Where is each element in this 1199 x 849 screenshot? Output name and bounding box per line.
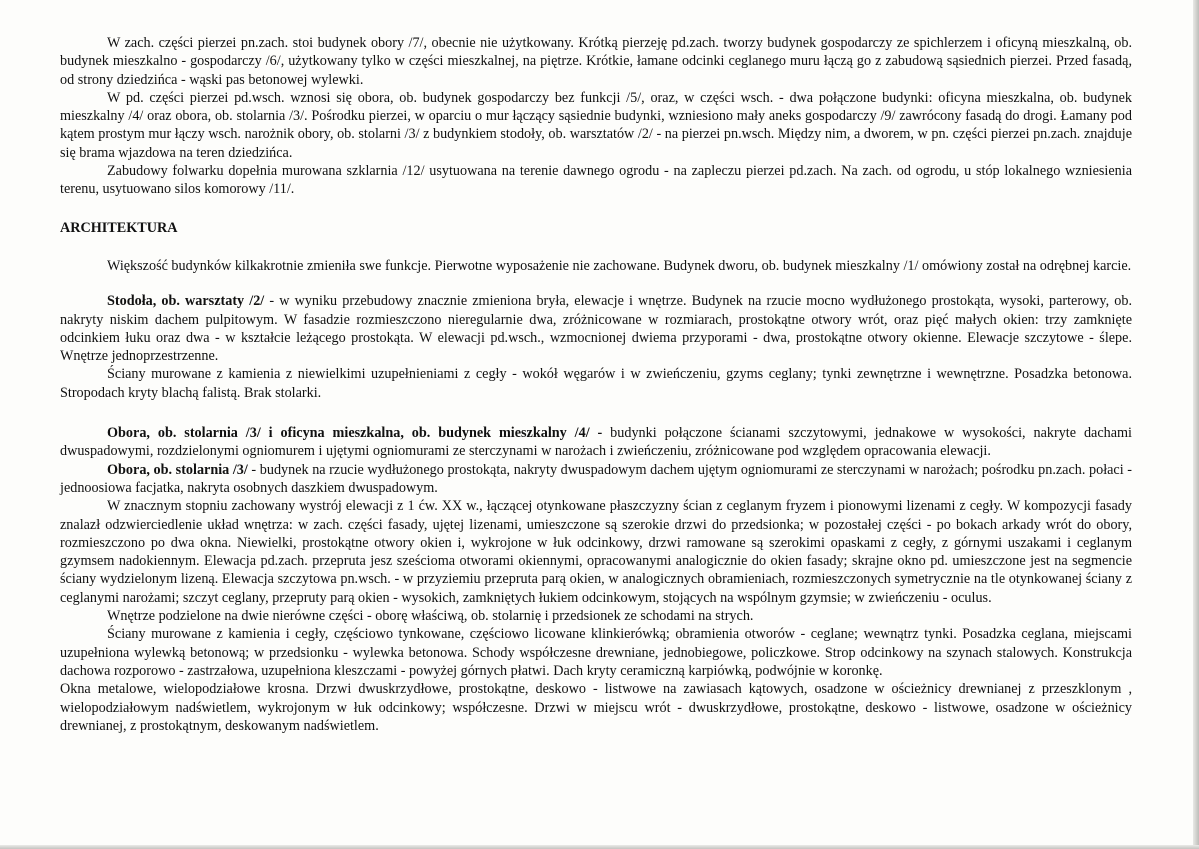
- cowshed-annex-description: budynki połączone ścianami szczytowymi, jednakowe w wysokości, nakryte dachami dwuspadowymi, rozdzielonymi ogniomurem i ujętymi ogniomurami ze sterczynami w narożach i zwieńczeniu, zróżnicowane pod względem opracowania elewacji.: [60, 425, 1132, 460]
- paragraph-greenhouse-silo: Zabudowy folwarku dopełnia murowana szklarnia /12/ usytuowana na terenie dawnego ogrodu - na zapleczu pierzei pd.zach. Na zach. od ogrodu, u stóp lokalnego wzniesienia terenu, usytuowano silos komorowy /11/.: [60, 163, 1132, 198]
- paragraph-cowshed-interior: Wnętrze podzielone na dwie nierówne części - oborę właściwą, ob. stolarnię i przedsionek ze schodami na strych.: [107, 608, 754, 625]
- paragraph-cowshed-walls: Ściany murowane z kamienia i cegły, częściowo tynkowane, częściowo licowane klinkierówką; obramienia otworów - ceglane; wewnątrz tynki. Posadzka ceglana, miejscami uzupełniona wylewką betonową; w przedsionku - wylewka betonowa. Schody współczesne drewniane, jednobiegowe, policzkowe. Strop odcinkowy na szynach stalowych. Konstrukcja dachowa rozporowo - zastrzałowa, uzupełniona kleszczami - powyżej górnych płatwi. Dach kryty ceramiczną karpiówką, podwójnie w koronkę.: [60, 626, 1132, 679]
- paragraph-architecture-intro: Większość budynków kilkakrotnie zmieniła swe funkcje. Pierwotne wyposażenie nie zachowane. Budynek dworu, ob. budynek mieszkalny /1/ omówiony został na odrębnej karcie.: [107, 257, 1132, 274]
- cowshed-annex-title: Obora, ob. stolarnia /3/ i oficyna mieszkalna, ob. budynek mieszkalny /4/ -: [107, 425, 603, 442]
- paragraph-cowshed-facade: W znacznym stopniu zachowany wystrój elewacji z 1 ćw. XX w., łączącej otynkowane płaszczyzny ścian z ceglanym fryzem i pionowymi lizenami z cegły. W kompozycji fasady znalazł odzwierciedlenie układ wnętrza: w zach. części fasady, ujętej lizenami, umieszczone są szerokie drzwi do przedsionka; w pozostałej części - po bokach arkady wrót do obory, rozmieszczono po dwa okna. Niewielki, prostokątne otwory okien i, wykrojone w łuk odcinkowy, drzwi ramowane są szerokimi opaskami z cegły, z górnymi uszakami i ceglanym gzymsem nadokiennym. Elewacja pd.zach. przepruta jesz sześcioma otworami okiennymi, opracowanymi analogicznie do okien fasady; skrajne okno pd. umieszczone jest na segmencie ściany wydzielonym lizeną. Elewacja szczytowa pn.wsch. - w przyziemiu przepruta parą okien, w analogicznych obramieniach, rozmieszczonych symetrycznie na tle otynkowanej ściany z ceglanymi narożami; szczyt ceglany, przepruty parą okien - wysokich, zamkniętych łukiem odcinkowym, stojących na wspólnym gzymsie; w zwieńczeniu - oculus.: [60, 498, 1132, 606]
- cowshed-title: Obora, ob. stolarnia /3/: [107, 461, 248, 478]
- section-heading-architecture: ARCHITEKTURA: [60, 219, 178, 236]
- paragraph-barn: [60, 292, 1132, 365]
- paragraph-cowshed-annex: [60, 424, 1132, 461]
- scan-edge-right: [1193, 0, 1199, 849]
- paragraph-barn-walls: Ściany murowane z kamienia z niewielkimi uzupełnieniami z cegły - wokół węgarów i w zwieńczeniu, gzyms ceglany; tynki zewnętrzne i wewnętrzne. Posadzka betonowa. Stropodach kryty blachą falistą. Brak stolarki.: [60, 366, 1132, 401]
- barn-title: Stodoła, ob. warsztaty /2/: [107, 293, 265, 310]
- cowshed-description: - budynek na rzucie wydłużonego prostokąta, nakryty dwuspadowym dachem ujętym ogniomurami ze sterczynami w narożach; pośrodku pn.zach. połaci - jednoosiowa facjatka, nakryta osobnych daszkiem dwuspadowym.: [60, 461, 1132, 496]
- paragraph-cowshed-joinery: Okna metalowe, wielopodziałowe krosna. Drzwi dwuskrzydłowe, prostokątne, deskowo - listwowe na zawiasach kątowych, osadzone w ościeżnicy drewnianej z przeszklonym , wielopodziałowym nadświetlem, wykrojonym w łuk odcinkowy; współczesne. Drzwi w miejscu wrót - dwuskrzydłowe, prostokątne, deskowo - listwowe, osadzone w ościeżnicy drewnianej, z prostokątnym, deskowanym nadświetlem.: [60, 681, 1132, 734]
- scan-edge-bottom: [0, 845, 1199, 849]
- barn-description: - w wyniku przebudowy znacznie zmieniona bryła, elewacje i wnętrze. Budynek na rzucie mocno wydłużonego prostokąta, wysoki, parterowy, ob. nakryty niskim dachem pulpitowym. W fasadzie rozmieszczono nieregularnie dwa, zróżnicowane w rozmiarach, prostokątne otwory wrót, oraz pięć małych okien: trzy zamknięte odcinkiem łuku oraz dwa - w kształcie leżącego prostokąta. W elewacji pd.wsch., wzmocnionej dwiema przyporami - dwa, prostokątne otwory okienne. Elewacje szczytowe - ślepe. Wnętrze jednoprzestrzenne.: [60, 293, 1132, 365]
- paragraph-southeast-frontage: W pd. części pierzei pd.wsch. wznosi się obora, ob. budynek gospodarczy bez funkcji /5/, oraz, w części wsch. - dwa połączone budynki: oficyna mieszkalna, ob. budynek mieszkalny /4/ oraz obora, ob. stolarnia /3/. Pośrodku pierzei, w oparciu o mur łączący sąsiednie budynki, wzniesiono mały aneks gospodarczy /9/ zawrócony fasadą do drogi. Łamany pod kątem prostym mur łączy wsch. narożnik obory, ob. stolarni /3/ z budynkiem stodoły, ob. warsztatów /2/ - na pierzei pn.wsch. Między nim, a dworem, w pn. części pierzei pn.zach. znajduje się brama wjazdowa na teren dziedzińca.: [60, 89, 1132, 161]
- document-page: [60, 34, 1132, 735]
- paragraph-cowshed: [60, 461, 1132, 498]
- paragraph-west-frontage: W zach. części pierzei pn.zach. stoi budynek obory /7/, obecnie nie użytkowany. Krótką pierzeję pd.zach. tworzy budynek gospodarczy ze spichlerzem i oficyną mieszkalną, ob. budynek mieszkalno - gospodarczy /6/, użytkowany tylko w części mieszkalnej, na piętrze. Krótkie, łamane odcinki ceglanego muru łączą go z zabudową sąsiednich pierzei. Przed fasadą, od strony dziedzińca - wąski pas betonowej wylewki.: [60, 35, 1132, 88]
